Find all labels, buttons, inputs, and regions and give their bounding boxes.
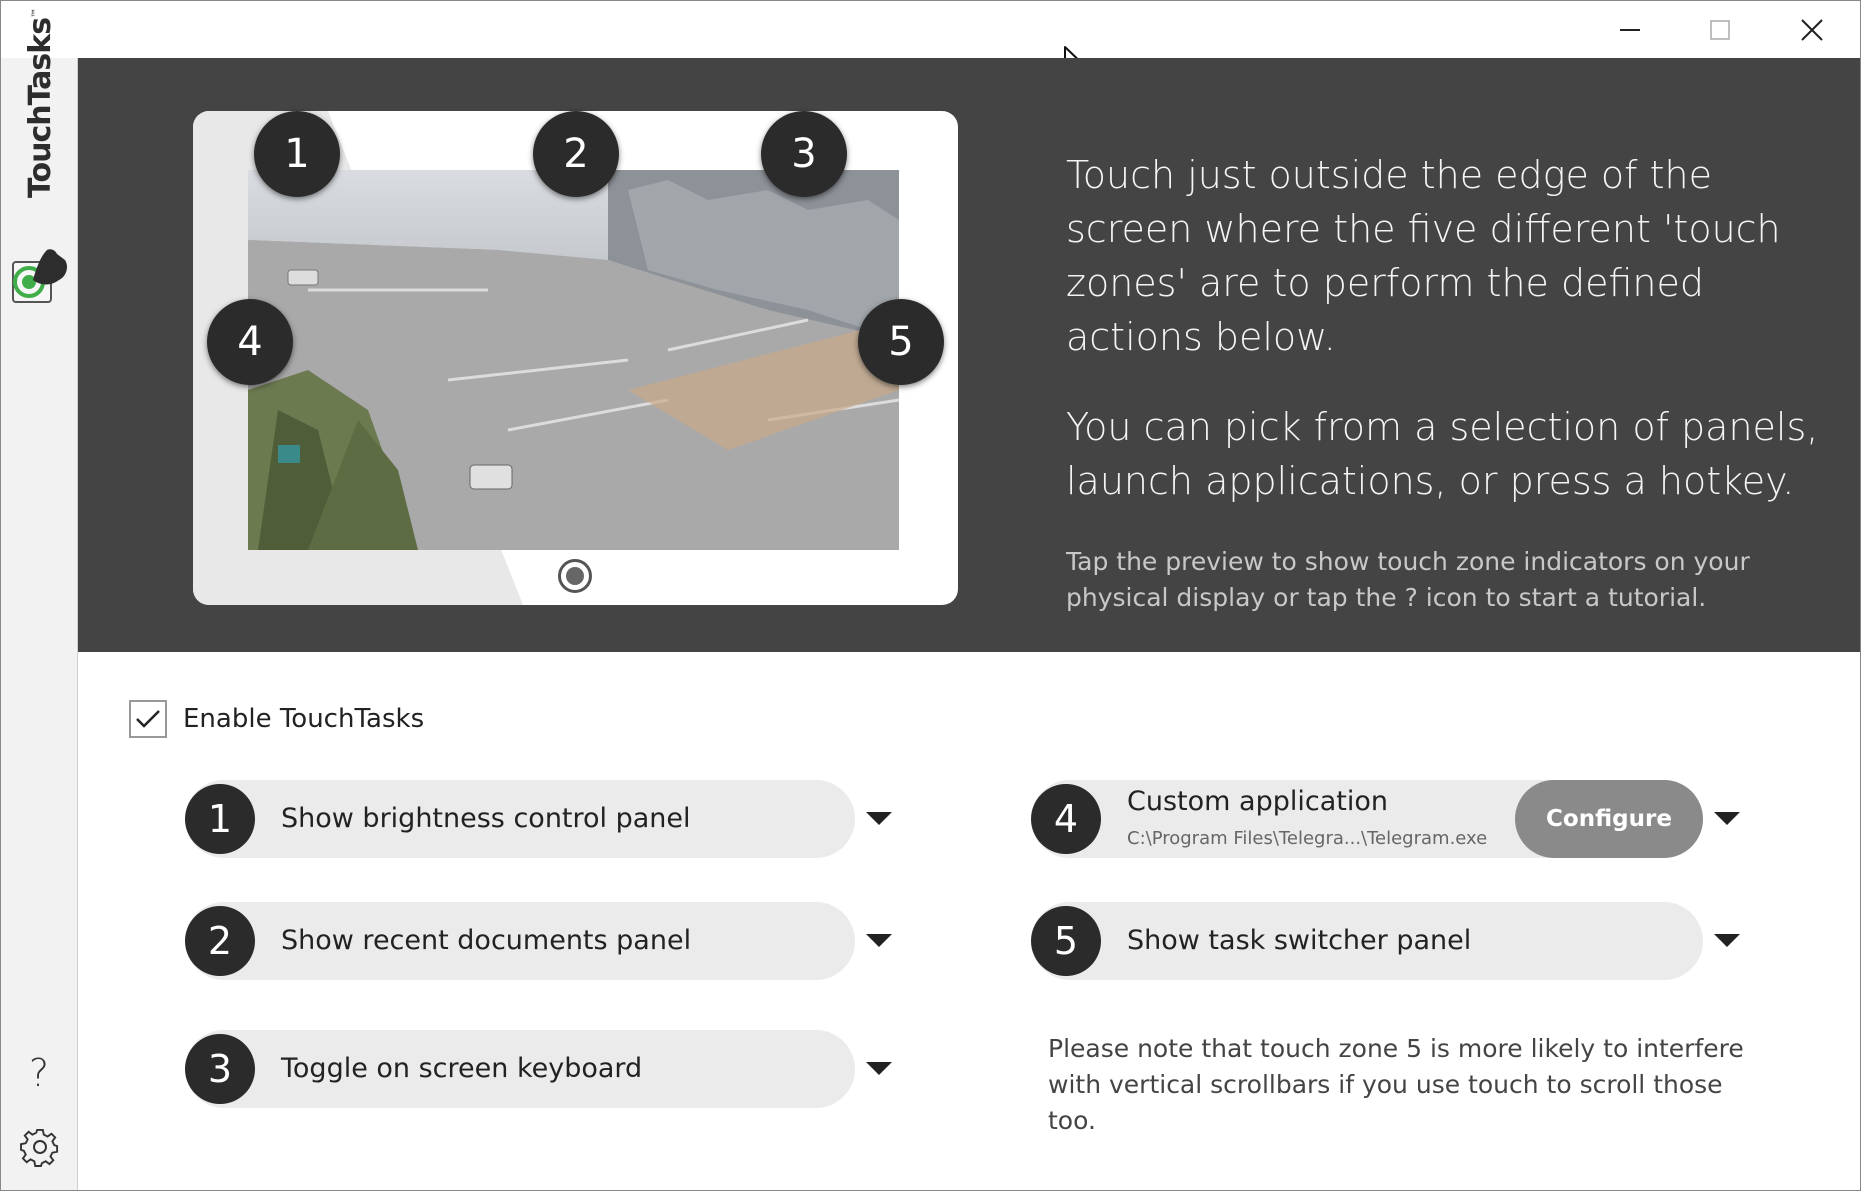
configure-button[interactable]: Configure bbox=[1515, 780, 1703, 858]
zone-2-dropdown[interactable] bbox=[859, 924, 899, 958]
enable-label: Enable TouchTasks bbox=[183, 704, 425, 734]
zone-marker-5[interactable]: 5 bbox=[858, 299, 944, 385]
hero-paragraph-1: Touch just outside the edge of the screen where the five different 'touch zones' are to perform the defined actions below. bbox=[1066, 153, 1781, 359]
enable-touchtasks-toggle[interactable] bbox=[129, 699, 424, 739]
minimize-icon bbox=[1619, 19, 1641, 41]
zone-4-dropdown[interactable] bbox=[1707, 802, 1747, 836]
zone-4-number: 4 bbox=[1031, 784, 1101, 854]
zone-2-row bbox=[185, 902, 855, 980]
logo-text bbox=[23, 9, 58, 198]
logo-trademark: ™ bbox=[31, 8, 42, 18]
preview-screen-image bbox=[248, 170, 899, 550]
zone-5-number: 5 bbox=[1031, 906, 1101, 976]
zone-5-action: Show task switcher panel bbox=[1127, 925, 1472, 956]
hero-banner bbox=[78, 58, 1861, 652]
zone-2-action: Show recent documents panel bbox=[281, 925, 692, 956]
zone-3-action: Toggle on screen keyboard bbox=[281, 1053, 643, 1084]
minimize-button[interactable] bbox=[1585, 1, 1675, 58]
title-bar bbox=[1, 1, 1861, 58]
sidebar bbox=[1, 8, 78, 1191]
gear-icon[interactable] bbox=[19, 1126, 61, 1168]
checkmark-icon bbox=[135, 708, 161, 730]
zone-5-note: Please note that touch zone 5 is more likely to interfere with vertical scrollbars if you use touch to scroll those too. bbox=[1048, 1034, 1744, 1135]
zone-3-number: 3 bbox=[185, 1034, 255, 1104]
zone-marker-2[interactable]: 2 bbox=[533, 111, 619, 197]
logo-wordmark: TouchTasks bbox=[23, 17, 58, 198]
zone-3-dropdown[interactable] bbox=[859, 1052, 899, 1086]
touchtasks-logo bbox=[11, 8, 69, 308]
chevron-down-icon bbox=[1714, 934, 1740, 948]
touch-hand-icon bbox=[11, 246, 69, 306]
maximize-button[interactable] bbox=[1675, 1, 1765, 58]
chevron-down-icon bbox=[866, 812, 892, 826]
close-icon bbox=[1800, 18, 1824, 42]
enable-checkbox[interactable] bbox=[129, 700, 167, 738]
hero-description bbox=[1066, 148, 1826, 616]
help-icon[interactable]: ? bbox=[28, 1051, 50, 1095]
zone-1-dropdown[interactable] bbox=[859, 802, 899, 836]
zone-5-dropdown[interactable] bbox=[1707, 924, 1747, 958]
zone-1-row bbox=[185, 780, 855, 858]
hero-hint: Tap the preview to show touch zone indicators on your physical display or tap the ? icon to start a tutorial. bbox=[1066, 547, 1750, 612]
zone-4-row bbox=[1031, 780, 1703, 858]
zone-3-row bbox=[185, 1030, 855, 1108]
maximize-icon bbox=[1709, 19, 1731, 41]
zone-1-action: Show brightness control panel bbox=[281, 803, 691, 834]
zone-4-action: Custom application bbox=[1127, 786, 1388, 817]
preview-home-button[interactable] bbox=[558, 559, 592, 593]
zone-marker-3[interactable]: 3 bbox=[761, 111, 847, 197]
zone-1-number: 1 bbox=[185, 784, 255, 854]
chevron-down-icon bbox=[1714, 812, 1740, 826]
zone-2-number: 2 bbox=[185, 906, 255, 976]
close-button[interactable] bbox=[1767, 1, 1857, 58]
chevron-down-icon bbox=[866, 934, 892, 948]
hero-paragraph-2: You can pick from a selection of panels, launch applications, or press a hotkey. bbox=[1066, 405, 1819, 503]
zone-marker-1[interactable]: 1 bbox=[254, 111, 340, 197]
zone-marker-4[interactable]: 4 bbox=[207, 299, 293, 385]
zone-4-app-path: C:\Program Files\Telegra...\Telegram.exe bbox=[1127, 828, 1488, 849]
chevron-down-icon bbox=[866, 1062, 892, 1076]
zone-5-row bbox=[1031, 902, 1703, 980]
